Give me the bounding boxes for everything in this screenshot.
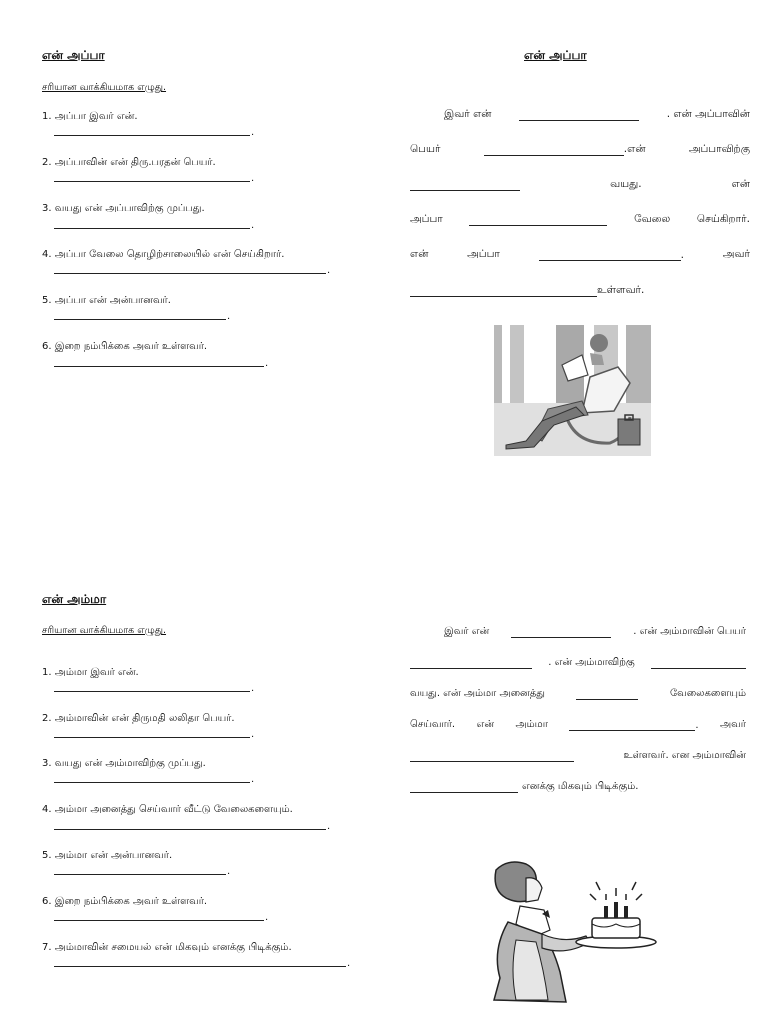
passage-text: அப்பா	[410, 213, 443, 225]
man-reading-clipart-icon	[494, 325, 651, 456]
appa-answer-line-2[interactable]	[54, 181, 250, 182]
passage-text: இவர் என்	[444, 108, 492, 120]
appa-question-5: 5. அப்பா என் அன்பானவர்.	[42, 295, 171, 306]
amma-answer-line-3[interactable]	[54, 782, 250, 783]
passage-text: என்	[476, 719, 495, 730]
amma-question-7: 7. அம்மாவின் சமையல் என் மிகவும் எனக்கு பிடிக்கும்.	[42, 942, 292, 953]
passage-text: செய்வார்.	[410, 719, 456, 730]
appa-passage-line-4	[410, 213, 750, 226]
passage-text: .	[695, 720, 699, 731]
amma-passage-line-6	[410, 781, 670, 793]
passage-text: அப்பாவிற்கு	[688, 143, 750, 155]
passage-text: அப்பா	[467, 248, 500, 260]
appa-passage-title: என் அப்பா	[524, 48, 587, 62]
appa-question-1: 1. அப்பா இவர் என்.	[42, 111, 138, 122]
passage-text: என்	[410, 248, 429, 260]
appa-passage-line-2	[410, 143, 750, 156]
appa-answer-line-5[interactable]	[54, 319, 226, 320]
appa-answer-line-6[interactable]	[54, 366, 264, 367]
passage-blank[interactable]	[469, 215, 607, 226]
passage-blank[interactable]	[410, 180, 520, 191]
appa-question-3: 3. வயது என் அப்பாவிற்கு முப்பது.	[42, 203, 205, 214]
line-end-dot: .	[227, 866, 231, 877]
line-end-dot: .	[251, 729, 255, 740]
amma-passage-line-1	[444, 626, 746, 638]
line-end-dot: .	[251, 774, 255, 785]
amma-question-1: 1. அம்மா இவர் என்.	[42, 667, 139, 678]
line-end-dot: .	[251, 220, 255, 231]
amma-question-3: 3. வயது என் அம்மாவிற்கு முப்பது.	[42, 758, 206, 769]
amma-passage-line-2	[410, 657, 746, 669]
passage-text: .	[680, 249, 685, 261]
passage-text: அவர்	[720, 719, 746, 730]
amma-instruction: சரியான வாக்கியமாக எழுது.	[42, 625, 167, 636]
passage-text: வயது. என் அம்மா அனைத்து	[410, 688, 545, 699]
passage-blank[interactable]	[484, 145, 624, 156]
passage-text: எனக்கு மிகவும் பிடிக்கும்.	[522, 781, 639, 792]
line-end-dot: .	[251, 127, 255, 138]
amma-question-5: 5. அம்மா என் அன்பானவர்.	[42, 850, 173, 861]
appa-question-6: 6. இறை நம்பிக்கை அவர் உள்ளவர்.	[42, 341, 208, 352]
line-end-dot: .	[265, 358, 269, 369]
amma-question-4: 4. அம்மா அனைத்து செய்வார் வீட்டு வேலைகளையும்.	[42, 804, 293, 815]
amma-answer-line-7[interactable]	[54, 966, 346, 967]
passage-blank[interactable]	[519, 110, 639, 121]
appa-passage-line-6	[410, 284, 670, 297]
passage-text: . என் அப்பாவின்	[666, 108, 750, 120]
appa-answer-line-4[interactable]	[54, 273, 326, 274]
passage-text: இவர் என்	[444, 626, 490, 637]
appa-title: என் அப்பா	[42, 48, 105, 62]
amma-answer-line-6[interactable]	[54, 920, 264, 921]
passage-blank[interactable]	[651, 658, 746, 669]
passage-text: செய்கிறார்.	[696, 213, 750, 225]
passage-text: வேலைகளையும்	[670, 688, 746, 699]
passage-text: என்	[731, 178, 750, 190]
amma-answer-line-2[interactable]	[54, 737, 250, 738]
passage-blank[interactable]	[539, 250, 681, 261]
passage-text: .என்	[623, 143, 646, 155]
passage-blank[interactable]	[410, 658, 532, 669]
appa-question-4: 4. அப்பா வேலை தொழிற்சாலையில் என் செய்கிறார்.	[42, 249, 285, 260]
passage-text: அம்மா	[515, 719, 548, 730]
line-end-dot: .	[327, 265, 331, 276]
line-end-dot: .	[227, 311, 231, 322]
appa-answer-line-3[interactable]	[54, 228, 250, 229]
passage-text: பெயர்	[410, 143, 441, 155]
line-end-dot: .	[265, 912, 269, 923]
amma-answer-line-4[interactable]	[54, 829, 326, 830]
amma-passage-line-5	[410, 750, 746, 762]
appa-passage-line-5	[410, 248, 750, 261]
appa-answer-line-1[interactable]	[54, 135, 250, 136]
amma-title: என் அம்மா	[42, 592, 107, 606]
appa-passage-line-1	[444, 108, 750, 121]
passage-text: . என் அம்மாவின் பெயர்	[633, 626, 746, 637]
passage-blank[interactable]	[410, 286, 597, 297]
passage-text: உள்ளவர்.	[597, 284, 645, 296]
line-end-dot: .	[347, 958, 351, 969]
appa-instruction: சரியான வாக்கியமாக எழுது.	[42, 82, 167, 93]
amma-answer-line-5[interactable]	[54, 874, 226, 875]
passage-text: வயது.	[610, 178, 642, 190]
passage-blank[interactable]	[511, 627, 611, 638]
amma-question-6: 6. இறை நம்பிக்கை அவர் உள்ளவர்.	[42, 896, 208, 907]
appa-passage-line-3	[410, 178, 750, 191]
woman-with-cake-clipart-icon	[486, 860, 658, 1006]
amma-answer-line-1[interactable]	[54, 691, 250, 692]
passage-text: . என் அம்மாவிற்கு	[548, 657, 635, 668]
passage-blank[interactable]	[576, 689, 638, 700]
passage-blank[interactable]	[410, 782, 518, 793]
line-end-dot: .	[251, 173, 255, 184]
line-end-dot: .	[327, 821, 331, 832]
amma-passage-line-3	[410, 688, 746, 700]
passage-text: அவர்	[722, 248, 750, 260]
passage-text: உள்ளவர். என அம்மாவின்	[623, 750, 746, 761]
passage-blank[interactable]	[569, 720, 695, 731]
amma-question-2: 2. அம்மாவின் என் திருமதி லலிதா பெயர்.	[42, 713, 235, 724]
passage-blank[interactable]	[410, 751, 574, 762]
passage-text: வேலை	[634, 213, 671, 225]
amma-passage-line-4	[410, 719, 746, 731]
line-end-dot: .	[251, 683, 255, 694]
appa-question-2: 2. அப்பாவின் என் திரு.பரதன் பெயர்.	[42, 157, 216, 168]
